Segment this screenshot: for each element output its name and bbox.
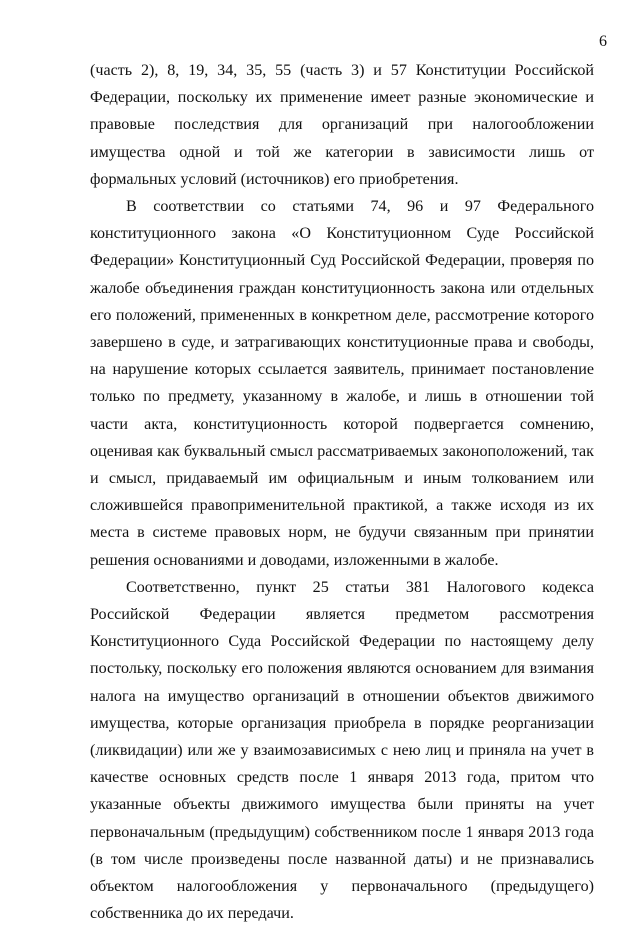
paragraph-continuation: (часть 2), 8, 19, 34, 35, 55 (часть 3) и 57 Конституции Российской Федерации, поскольку их применение имеет разные экономические и правовые последствия для организаций при налогообложении имущества одной и той же категории в зависимости лишь от формальных условий (источников) его приобретения. [90, 62, 594, 188]
paragraph-court-procedure: В соответствии со статьями 74, 96 и 97 Федерального конституционного закона «О Конституционном Суде Российской Федерации» Конституционный Суд Российской Федерации, проверяя по жалобе объединения граждан конституционность закона или отдельных его положений, примененных в конкретном деле, рассмотрение которого завершено в суде, и затрагивающих конституционные права и свободы, на нарушение которых ссылается заявитель, принимает постановление только по предмету, указанному в жалобе, и лишь в отношении той части акта, конституционность которой подвергается сомнению, оценивая как буквальный смысл рассматриваемых законоположений, так и смысл, придаваемый им официальным и иным толкованием или сложившейся правоприменительной практикой, а также исходя из их места в системе правовых норм, не будучи связанным при принятии решения основаниями и доводами, изложенными в жалобе. [90, 198, 594, 569]
document-body [90, 57, 594, 928]
page-number: 6 [599, 33, 607, 50]
paragraph-subject-of-review: Соответственно, пункт 25 статьи 381 Налогового кодекса Российской Федерации является предметом рассмотрения Конституционного Суда Российской Федерации по настоящему делу постольку, поскольку его положения являются основанием для взимания налога на имущество организаций в отношении объектов движимого имущества, которые организация приобрела в порядке реорганизации (ликвидации) или же у взаимозависимых с нею лиц и приняла на учет в качестве основных средств после 1 января 2013 года, притом что указанные объекты движимого имущества были приняты на учет первоначальным (предыдущим) собственником после 1 января 2013 года (в том числе произведены после названной даты) и не признавались объектом налогообложения у первоначального (предыдущего) собственника до их передачи. [90, 578, 594, 923]
